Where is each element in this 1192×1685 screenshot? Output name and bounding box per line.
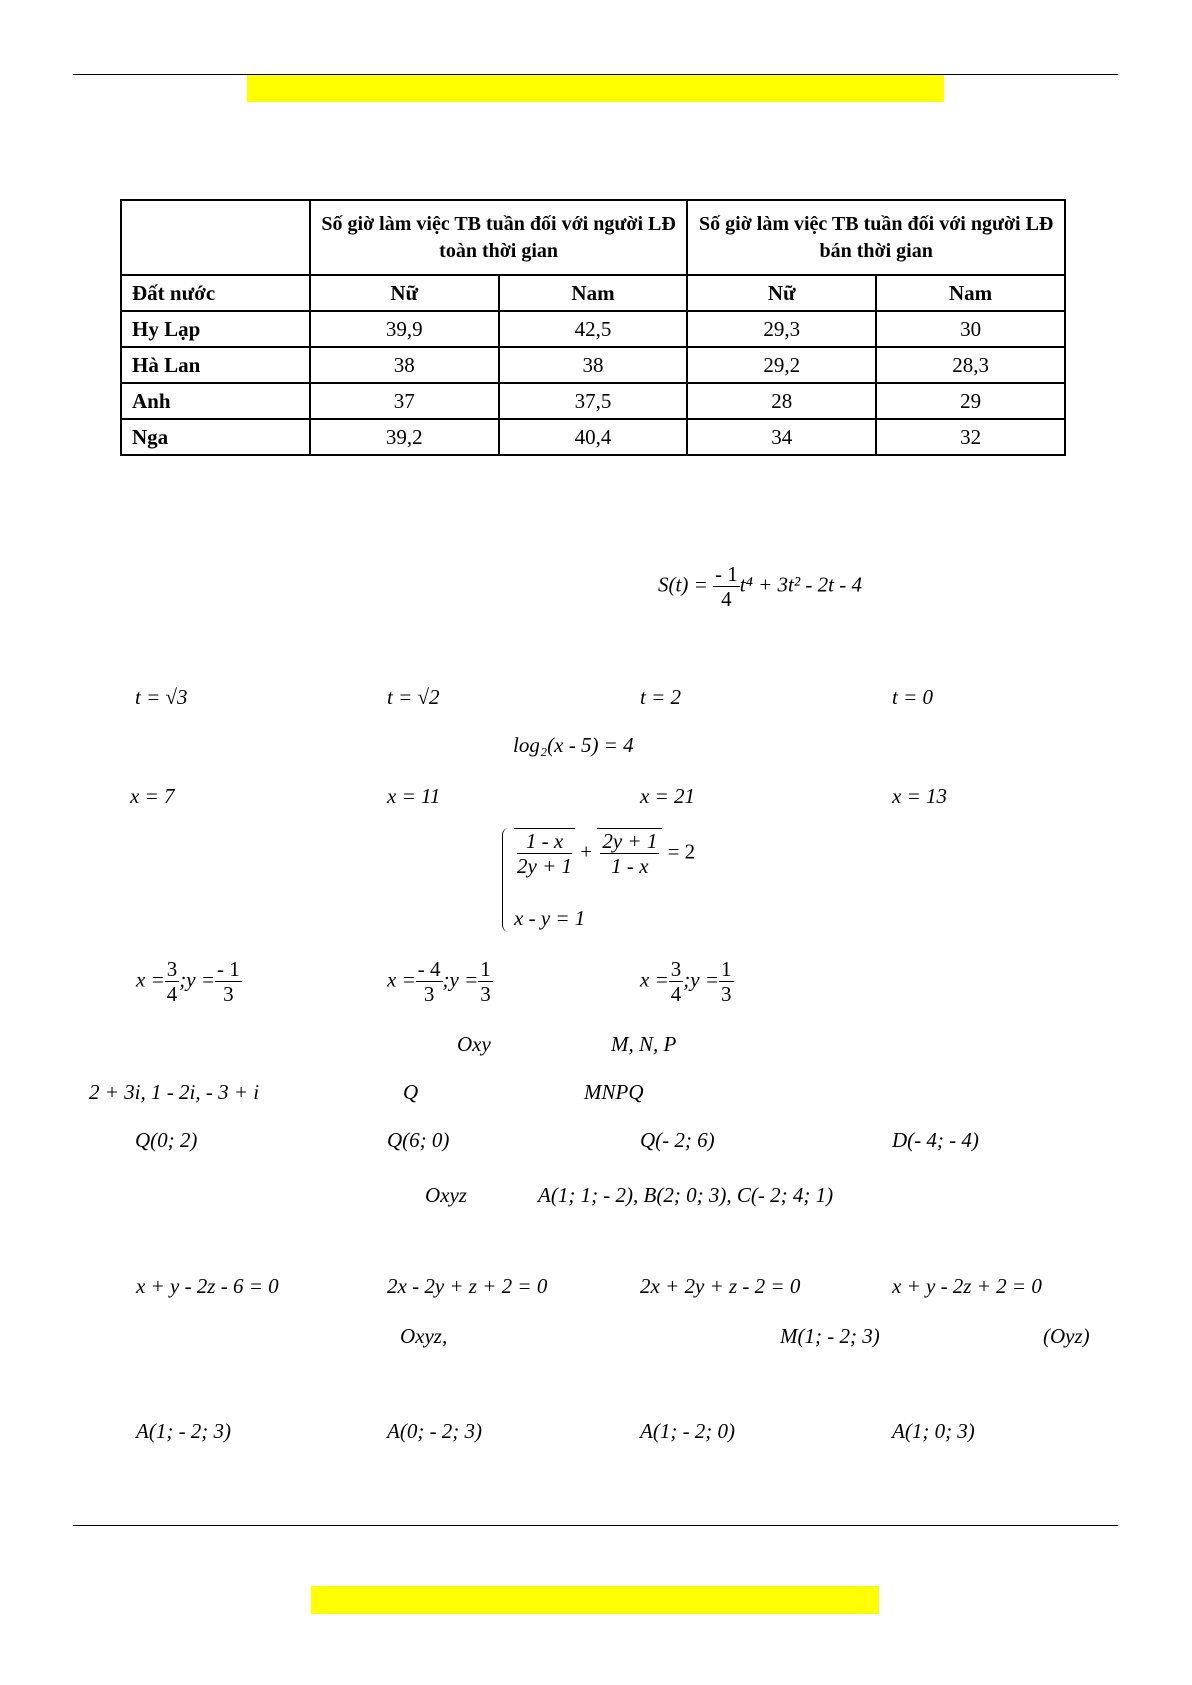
motion-formula: S(t) = $\frac{- 1}{4}$ t⁴ + 3t² - 2t - 4: [658, 562, 863, 611]
system-eq2: x - y = 1: [514, 906, 586, 930]
header-ft-male: Nam: [499, 275, 688, 311]
option-d[interactable]: t = 0: [892, 685, 934, 709]
option-d[interactable]: x + y - 2z + 2 = 0: [892, 1274, 1042, 1298]
option-b[interactable]: x = $\frac{- 4}{3}$ ;y = $\frac{1}{3}$: [387, 957, 491, 1006]
option-b[interactable]: Q(6; 0): [387, 1128, 450, 1152]
header-fulltime: Số giờ làm việc TB tuần đối với người LĐ toàn thời gian: [310, 200, 688, 275]
footer-rule: [73, 1525, 1118, 1526]
system-eq1: $\frac{1 - x}{2y + 1}$ + $\frac{2y + 1}{1 - x}$ = 2: [514, 828, 695, 878]
shape-label: MNPQ: [584, 1080, 644, 1104]
header-pt-male: Nam: [876, 275, 1065, 311]
option-d[interactable]: A(1; 0; 3): [892, 1419, 975, 1443]
header-parttime: Số giờ làm việc TB tuần đối với người LĐ bán thời gian: [687, 200, 1065, 275]
space-label: Oxyz,: [400, 1324, 448, 1348]
header-pt-female: Nữ: [687, 275, 876, 311]
option-d[interactable]: x = 13: [892, 784, 947, 808]
log-equation: log₂(x - 5) = 4: [513, 733, 634, 757]
option-a[interactable]: x = 7: [130, 784, 175, 808]
complex-plane-label: Oxy: [457, 1032, 491, 1056]
point-m: M(1; - 2; 3): [780, 1324, 880, 1348]
plane-oyz: (Oyz): [1043, 1324, 1090, 1348]
system-brace: [502, 828, 509, 932]
table-row: Hà Lan 38 38 29,2 28,3: [121, 347, 1065, 383]
table-row: Hy Lạp 39,9 42,5 29,3 30: [121, 311, 1065, 347]
complex-numbers: 2 + 3i, 1 - 2i, - 3 + i: [89, 1080, 260, 1104]
option-c[interactable]: x = 21: [640, 784, 695, 808]
footer-highlight: [311, 1586, 879, 1614]
option-a[interactable]: x + y - 2z - 6 = 0: [136, 1274, 279, 1298]
option-a[interactable]: t = √3: [135, 685, 188, 709]
option-a[interactable]: A(1; - 2; 3): [136, 1419, 232, 1443]
table-row: Nga 39,2 40,4 34 32: [121, 419, 1065, 455]
motion-fraction: $\frac{- 1}{4}$: [715, 562, 738, 611]
option-c[interactable]: x = $\frac{3}{4}$ ;y = $\frac{1}{3}$: [640, 957, 732, 1006]
header-ft-female: Nữ: [310, 275, 499, 311]
complex-points-label: M, N, P: [611, 1032, 677, 1056]
table-corner: [121, 200, 310, 275]
work-hours-table: [120, 199, 1066, 456]
option-d[interactable]: D(- 4; - 4): [892, 1128, 979, 1152]
option-c[interactable]: A(1; - 2; 0): [640, 1419, 736, 1443]
option-a[interactable]: Q(0; 2): [135, 1128, 198, 1152]
point-q-label: Q: [403, 1080, 419, 1104]
option-b[interactable]: x = 11: [387, 784, 441, 808]
option-c[interactable]: Q(- 2; 6): [640, 1128, 715, 1152]
option-a[interactable]: x = $\frac{3}{4}$ ;y = $\frac{- 1}{3}$: [136, 957, 240, 1006]
header-highlight: [247, 75, 944, 102]
header-country: Đất nước: [121, 275, 310, 311]
space-label: Oxyz: [425, 1183, 467, 1207]
table-row: Anh 37 37,5 28 29: [121, 383, 1065, 419]
plane-points: A(1; 1; - 2), B(2; 0; 3), C(- 2; 4; 1): [538, 1183, 834, 1207]
option-b[interactable]: A(0; - 2; 3): [387, 1419, 483, 1443]
option-c[interactable]: 2x + 2y + z - 2 = 0: [640, 1274, 801, 1298]
option-b[interactable]: t = √2: [387, 685, 440, 709]
option-c[interactable]: t = 2: [640, 685, 682, 709]
option-b[interactable]: 2x - 2y + z + 2 = 0: [387, 1274, 548, 1298]
